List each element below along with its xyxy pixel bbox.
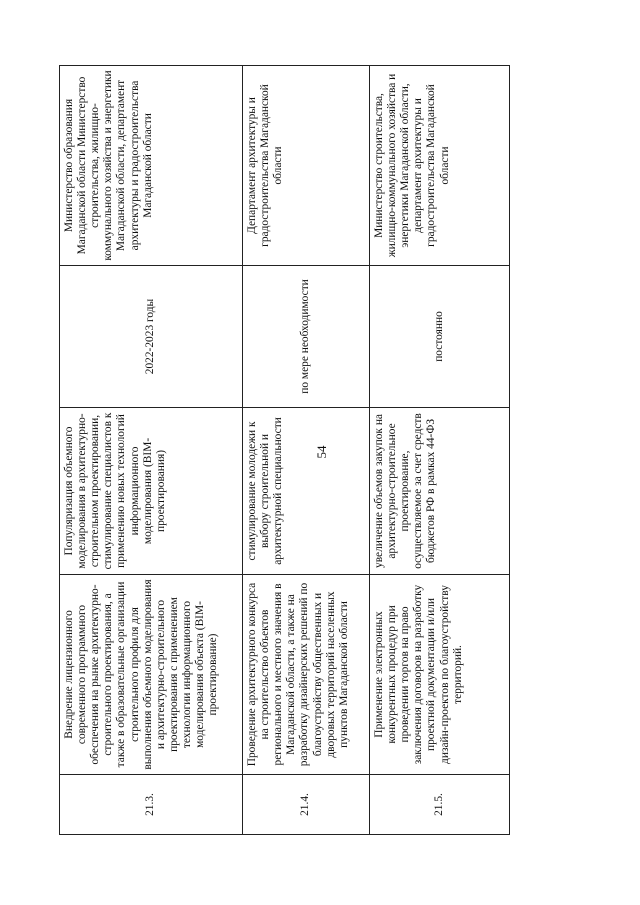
event-cell: Внедрение лицензионного современного программного обеспечения на рынке архитектурно-строительного проектирования, а также в образовательные организации строительного профиля для выполнения объемного моделирования и архитектурно-строительного проектирования с применением технологии информационного моделирования объекта (BIM-проектирование) (60, 575, 243, 775)
executor-cell: Министерство образования Магаданской области Министерство строительства, жилищно-коммунального хозяйства и энергетики Магаданской области, департамент архитектуры и градостроительства Магаданской области (60, 66, 243, 266)
result-cell: Популяризация объемного моделирования в архитектурно-строительном проектировании, стимулирование специалистов к применению новых технологий информационного моделирования (BIM-проектирования) (60, 408, 243, 575)
executor-cell: Департамент архитектуры и градостроительства Магаданской области (243, 66, 370, 266)
result-cell: увеличение объемов закупок на архитектурно-строительное проектирование, осуществляемое за счет средств бюджетов РФ в рамках 44-ФЗ (370, 408, 510, 575)
table-row (243, 66, 370, 835)
event-cell: Проведение архитектурного конкурса на строительство объектов регионального и местного значения в Магаданской области, а также на разработку дизайнерских решений по благоустройству общественных и дворовых территорий населенных пунктов Магаданской области (243, 575, 370, 775)
row-number-cell: 21.3. (60, 775, 243, 835)
term-cell: 2022-2023 годы (60, 266, 243, 408)
term-cell: постоянно (370, 266, 510, 408)
row-number-cell: 21.5. (370, 775, 510, 835)
measures-table (59, 65, 510, 835)
table-row (60, 66, 243, 835)
rotated-table-container (59, 66, 509, 835)
row-number-cell: 21.4. (243, 775, 370, 835)
page-number: 54 (314, 445, 329, 459)
event-cell: Применение электронных конкурентных процедур при проведении торгов на право заключения договоров на разработку проектной документации и/или дизайн-проектов по благоустройству территорий. (370, 575, 510, 775)
result-cell: стимулирование молодежи к выбору строительной и архитектурной специальности (243, 408, 370, 575)
executor-cell: Министерство строительства, жилищно-коммунального хозяйства и энергетики Магаданской области, департамент архитектуры и градостроительства Магаданской области (370, 66, 510, 266)
table-row (370, 66, 510, 835)
term-cell: по мере необходимости (243, 266, 370, 408)
